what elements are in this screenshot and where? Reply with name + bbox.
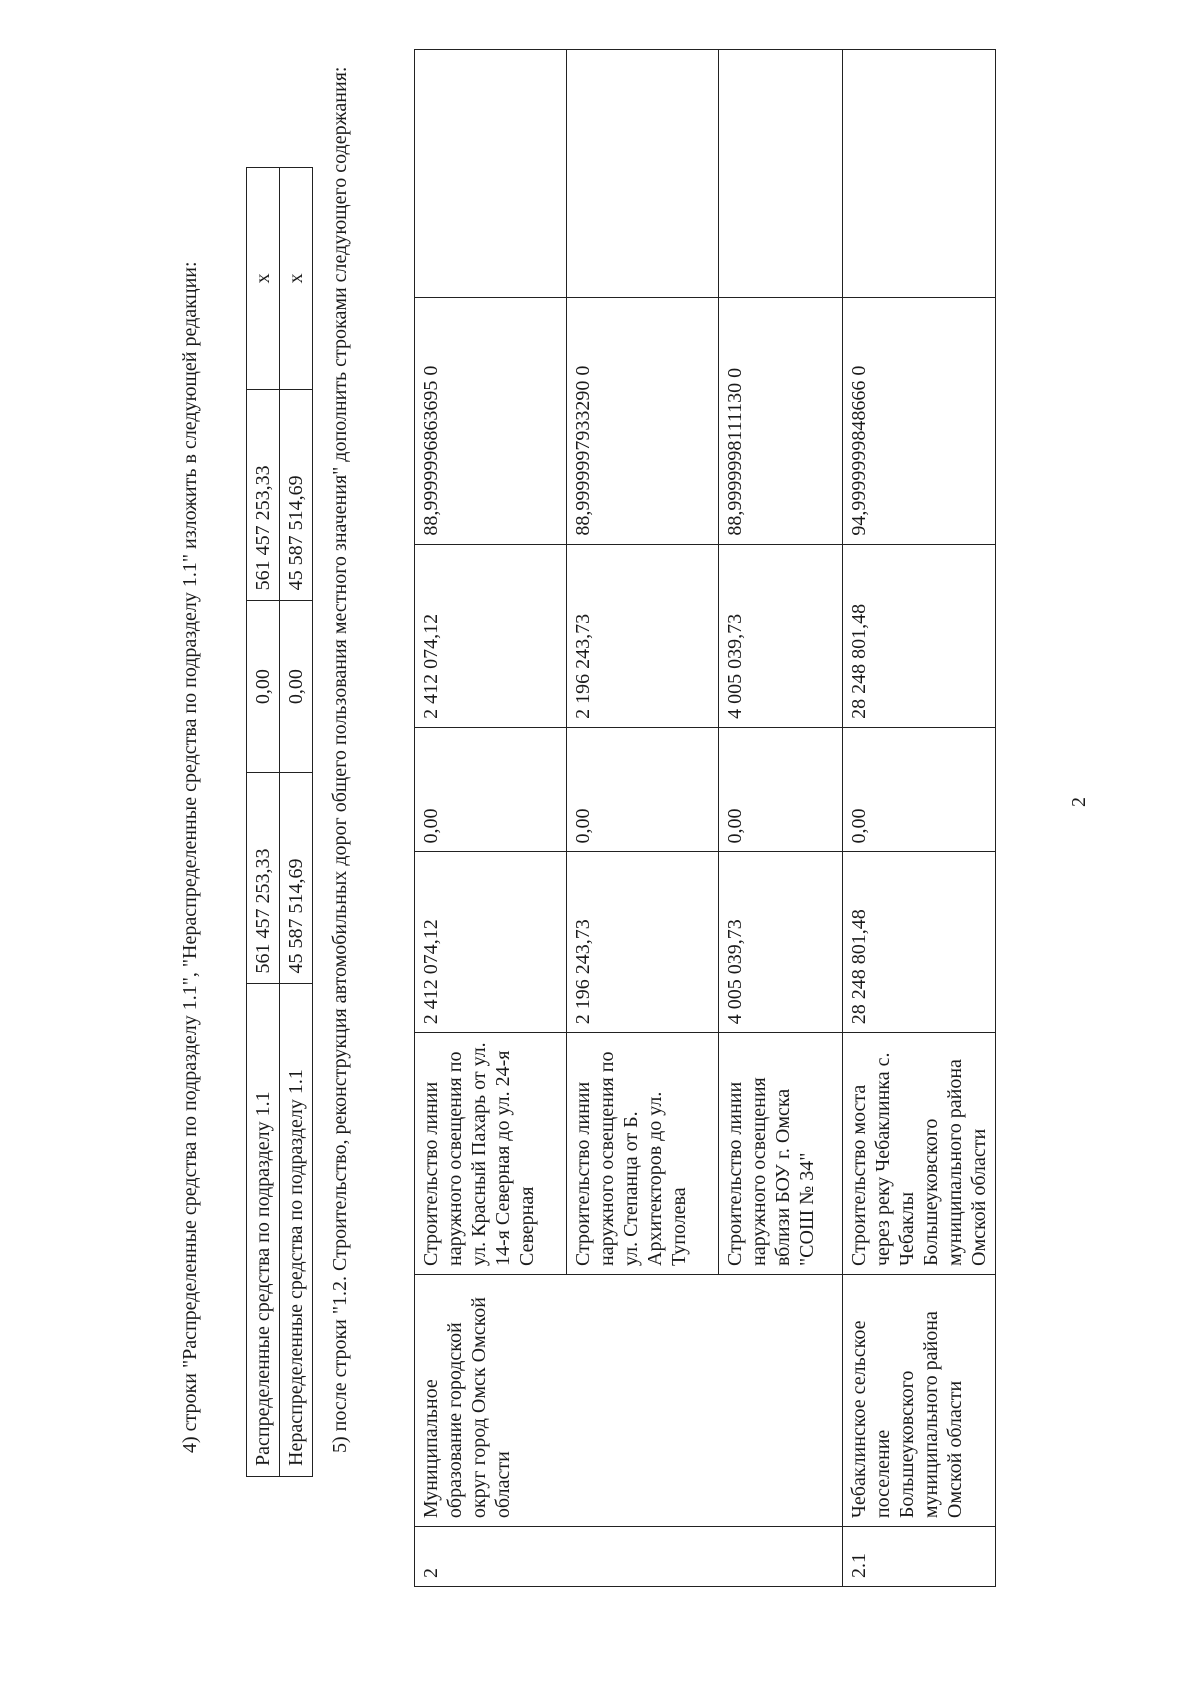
- municipality-name: Муниципальное образование городской округ город Омск Омской области: [415, 1275, 843, 1527]
- cell-value: 28 248 801,48: [843, 852, 996, 1033]
- cell-value: 2 412 074,12: [415, 544, 567, 727]
- cell-value: 561 457 253,33: [247, 389, 280, 601]
- cell-value: 0,00: [415, 727, 567, 852]
- cell-value: 88,9999997933290 0: [567, 297, 719, 544]
- table-row: [280, 168, 313, 1477]
- table-row: [843, 50, 996, 1587]
- cell-value: x: [247, 168, 280, 390]
- page-number: 2: [1068, 797, 1090, 807]
- cell-value: 94,9999999848666 0: [843, 297, 996, 544]
- object-name: Строительство линии наружного освещения вблизи БОУ г. Омска "СОШ № 34": [719, 1033, 843, 1275]
- cell-value: 88,9999998111130 0: [719, 297, 843, 544]
- cell-value: 45 587 514,69: [280, 389, 313, 601]
- row-label: Распределенные средства по подразделу 1.1: [247, 984, 280, 1477]
- table-row: [415, 50, 567, 1587]
- cell-value: 4 005 039,73: [719, 544, 843, 727]
- table-row: [247, 168, 280, 1477]
- row-number: 2.1: [843, 1527, 996, 1587]
- empty-cell: [567, 50, 719, 298]
- row-number: 2: [415, 1527, 843, 1587]
- construction-table: [414, 49, 996, 1587]
- item-5-paragraph: 5) после строки "1.2. Строительство, реконструкция автомобильных дорог общего пользования местного значения" дополнить строками следующего содержания:: [329, 66, 351, 1453]
- cell-value: 561 457 253,33: [247, 772, 280, 984]
- cell-value: 88,9999996863695 0: [415, 297, 567, 544]
- cell-value: 2 196 243,73: [567, 544, 719, 727]
- cell-value: 0,00: [719, 727, 843, 852]
- object-name: Строительство линии наружного освещения по ул. Степанца от Б. Архитекторов до ул. Туполева: [567, 1033, 719, 1275]
- cell-value: 0,00: [247, 601, 280, 773]
- object-name: Строительство моста через реку Чебаклинка с. Чебаклы Большеуковского муниципального района Омской области: [843, 1033, 996, 1275]
- distribution-table: [246, 167, 313, 1477]
- object-name: Строительство линии наружного освещения по ул. Красный Пахарь от ул. 14-я Северная до ул. 24-я Северная: [415, 1033, 567, 1275]
- page-frame: [150, 0, 1150, 1697]
- cell-value: 0,00: [280, 601, 313, 773]
- cell-value: 0,00: [567, 727, 719, 852]
- empty-cell: [843, 50, 996, 298]
- cell-value: x: [280, 168, 313, 390]
- cell-value: 28 248 801,48: [843, 544, 996, 727]
- cell-value: 2 196 243,73: [567, 852, 719, 1033]
- cell-value: 4 005 039,73: [719, 852, 843, 1033]
- empty-cell: [719, 50, 843, 298]
- cell-value: 45 587 514,69: [280, 772, 313, 984]
- cell-value: 2 412 074,12: [415, 852, 567, 1033]
- empty-cell: [415, 50, 567, 298]
- rotated-page: [150, 0, 1150, 1697]
- cell-value: 0,00: [843, 727, 996, 852]
- item-4-paragraph: 4) строки "Распределенные средства по подразделу 1.1", "Нераспределенные средства по подразделу 1.1" изложить в следующей редакции:: [179, 261, 201, 1453]
- municipality-name: Чебаклинское сельское поселение Большеуковского муниципального района Омской области: [843, 1275, 996, 1527]
- row-label: Нераспределенные средства по подразделу 1.1: [280, 984, 313, 1477]
